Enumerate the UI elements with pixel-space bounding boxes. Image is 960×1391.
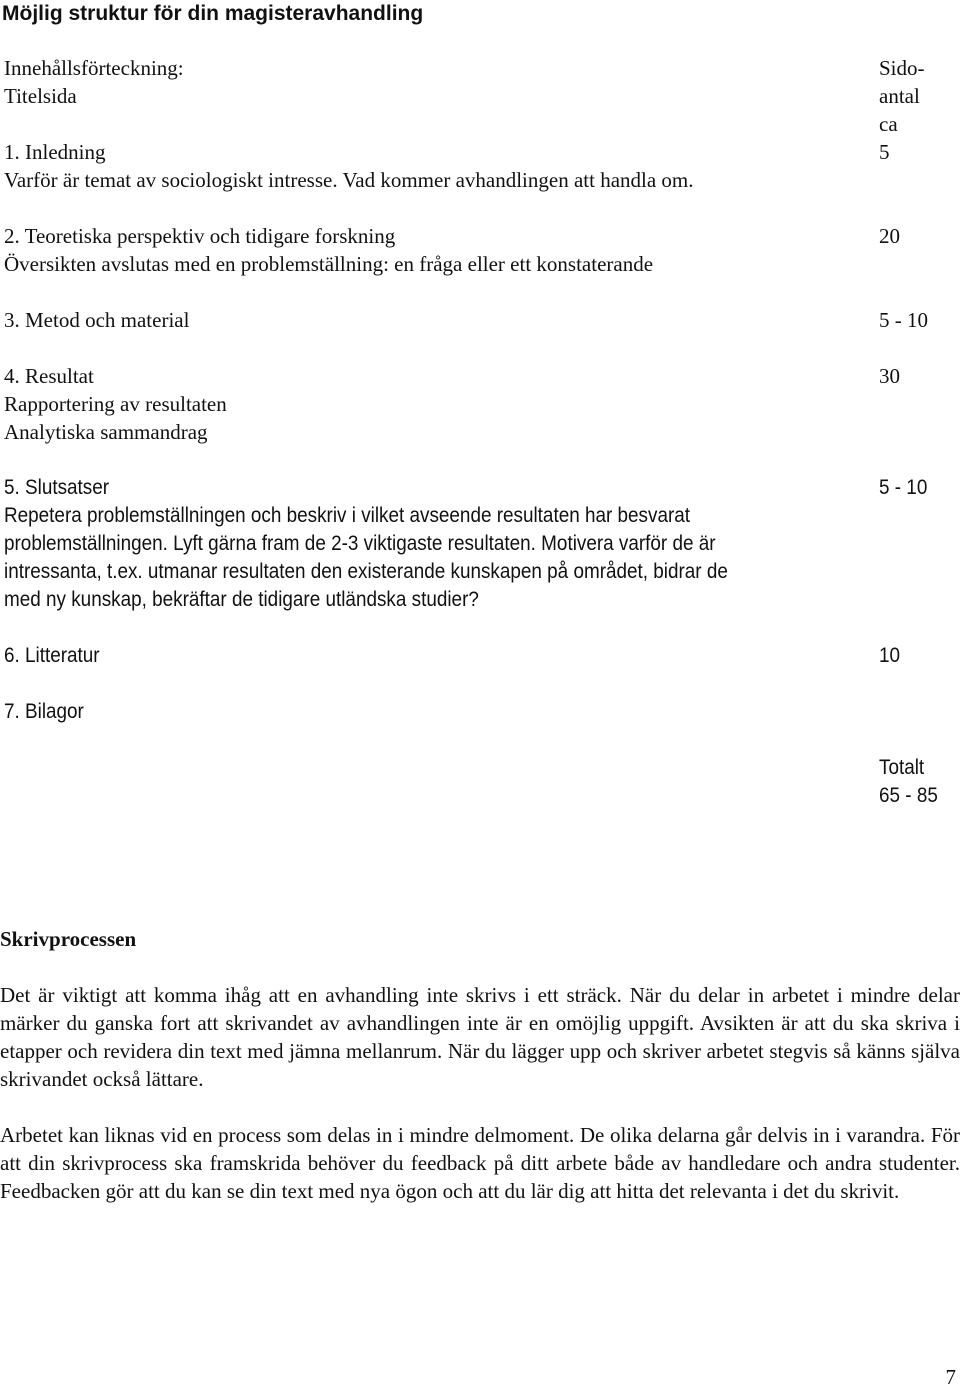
section-4-pages: 30 [879, 364, 900, 388]
section-3-pages: 5 - 10 [879, 308, 928, 332]
section-1-description: Varför är temat av sociologiskt intresse. Vad kommer avhandlingen att handla om. [4, 168, 694, 192]
page-count-header-2: antal [879, 84, 920, 108]
section-7-heading: 7. Bilagor [4, 700, 84, 723]
writing-process-heading: Skrivprocessen [0, 927, 137, 951]
section-4-heading: 4. Resultat [4, 364, 94, 388]
section-5-pages: 5 - 10 [879, 476, 928, 499]
section-1-heading: 1. Inledning [4, 140, 106, 164]
writing-process-paragraph-1: Det är viktigt att komma ihåg att en avhandling inte skrivs i ett sträck. När du delar in arbetet i mindre delar märker du ganska fort att skrivandet av avhandlingen inte är en omöjlig uppgift. Avsikten är att du ska skriva i etapper och revidera din text med jämna mellanrum. När du lägger upp och skriver arbetet stegvis så känns själva skrivandet också lättare. [0, 983, 960, 1091]
writing-process-paragraph-2: Arbetet kan liknas vid en process som delas in i mindre delmoment. De olika delarna går delvis in i varandra. För att din skrivprocess ska framskrida behöver du feedback på ditt arbete både av handledare och andra studenter. Feedbacken gör att du kan se din text med nya ögon och att du lär dig att hitta det relevanta i det du skrivit. [0, 1123, 960, 1203]
section-2-pages: 20 [879, 224, 900, 248]
section-3-heading: 3. Metod och material [4, 308, 190, 332]
section-2-description: Översikten avslutas med en problemställning: en fråga eller ett konstaterande [4, 252, 654, 276]
section-5-line-2: problemställningen. Lyft gärna fram de 2-3 viktigaste resultaten. Motivera varför de är [4, 532, 716, 555]
section-5-line-3: intressanta, t.ex. utmanar resultaten den existerande kunskapen på området, bidrar de [4, 560, 728, 583]
page-count-header-3: ca [879, 112, 898, 136]
page-count-header-1: Sido- [879, 56, 925, 80]
toc-title-page: Titelsida [4, 84, 77, 108]
section-4-line-2: Analytiska sammandrag [4, 420, 208, 444]
section-5-heading: 5. Slutsatser [4, 476, 110, 499]
page-title: Möjlig struktur för din magisteravhandling [2, 2, 424, 25]
section-2-heading: 2. Teoretiska perspektiv och tidigare forskning [4, 224, 396, 248]
total-value: 65 - 85 [879, 784, 938, 807]
section-1-pages: 5 [879, 140, 890, 164]
section-4-line-1: Rapportering av resultaten [4, 392, 227, 416]
section-6-heading: 6. Litteratur [4, 644, 100, 667]
section-6-pages: 10 [879, 644, 901, 667]
page-number: 7 [945, 1365, 956, 1389]
total-label: Totalt [879, 756, 925, 779]
section-5-line-1: Repetera problemställningen och beskriv i vilket avseende resultaten har besvarat [4, 504, 691, 527]
toc-label: Innehållsförteckning: [4, 56, 184, 80]
section-5-line-4: med ny kunskap, bekräftar de tidigare utländska studier? [4, 588, 479, 611]
